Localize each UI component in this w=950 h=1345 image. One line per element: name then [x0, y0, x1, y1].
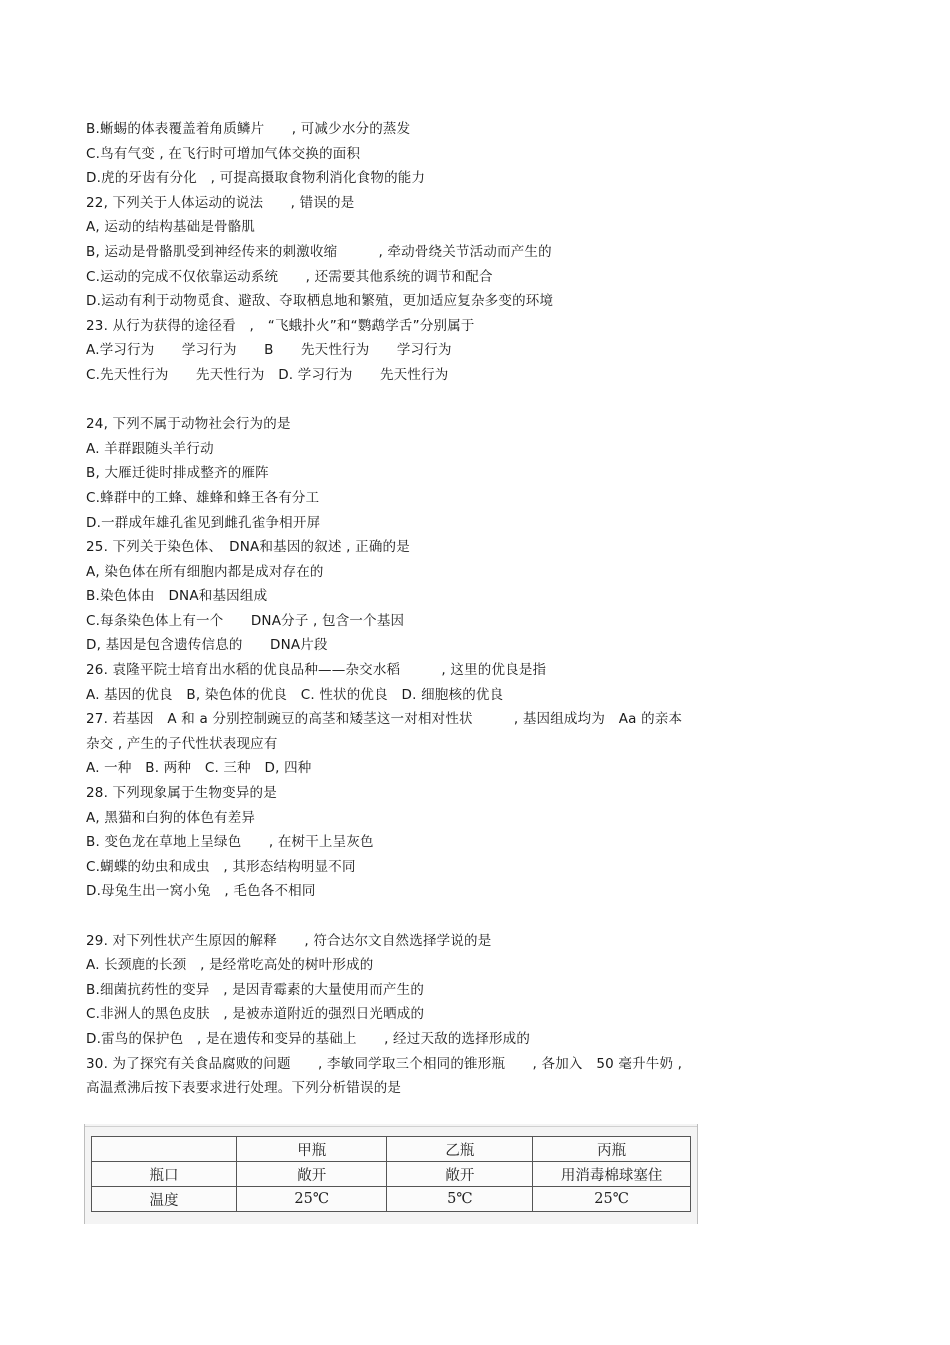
option-line: A.学习行为 学习行为 B 先天性行为 学习行为	[86, 342, 452, 359]
question-27: 27. 若基因 A 和 a 分别控制豌豆的高茎和矮茎这一对相对性状 , 基因组成均为 Aa 的亲本	[86, 711, 683, 728]
option-line: B, 大雁迁徙时排成整齐的雁阵	[86, 465, 269, 482]
spacer	[86, 388, 726, 413]
text-line: B.蜥蜴的体表覆盖着角质鳞片 , 可减少水分的蒸发	[86, 121, 411, 137]
table-row-label: 瓶口	[92, 1162, 237, 1187]
option-line: A, 黑猫和白狗的体色有差异	[86, 809, 256, 826]
table-header-row	[92, 1137, 691, 1162]
option-line: C.蜂群中的工蜂、雄蜂和蜂王各有分工	[86, 489, 320, 506]
text-line: 杂交 , 产生的子代性状表现应有	[86, 735, 278, 752]
option-line: D, 基因是包含遗传信息的 DNA片段	[86, 637, 328, 654]
table-row-label: 温度	[92, 1187, 237, 1212]
option-line: A. 长颈鹿的长颈 , 是经常吃高处的树叶形成的	[86, 957, 374, 974]
table-cell	[92, 1137, 237, 1162]
option-line: C.蝴蝶的幼虫和成虫 , 其形态结构明显不同	[86, 858, 356, 875]
table-header-cell: 乙瓶	[387, 1137, 533, 1162]
question-23: 23. 从行为获得的途径看 , “飞蛾扑火”和“鹦鹉学舌”分别属于	[86, 317, 475, 334]
text-line: D.虎的牙齿有分化 , 可提高摄取食物利消化食物的能力	[86, 170, 426, 187]
option-line: B. 变色龙在草地上呈绿色 , 在树干上呈灰色	[86, 834, 374, 851]
table-row	[92, 1187, 691, 1212]
question-29: 29. 对下列性状产生原因的解释 , 符合达尔文自然选择学说的是	[86, 932, 492, 949]
option-line: B.染色体由 DNA和基因组成	[86, 588, 268, 605]
question-24: 24, 下列不属于动物社会行为的是	[86, 416, 291, 433]
question-25: 25. 下列关于染色体、 DNA和基因的叙述 , 正确的是	[86, 539, 410, 556]
question-30: 30. 为了探究有关食品腐败的问题 , 李敏同学取三个相同的锥形瓶 , 各加入 50 毫升牛奶 ,	[86, 1055, 683, 1072]
option-line: A, 染色体在所有细胞内都是成对存在的	[86, 563, 324, 580]
question-text	[86, 117, 726, 1101]
option-line: B.细菌抗药性的变异 , 是因青霉素的大量使用而产生的	[86, 981, 425, 998]
option-line: C.每条染色体上有一个 DNA分子 , 包含一个基因	[86, 612, 405, 629]
question-22: 22, 下列关于人体运动的说法 , 错误的是	[86, 194, 355, 211]
experiment-table	[91, 1136, 691, 1212]
text-line: C.鸟有气变 , 在飞行时可增加气体交换的面积	[86, 145, 361, 162]
option-line: C.先天性行为 先天性行为 D. 学习行为 先天性行为	[86, 366, 449, 383]
table-cell: 用消毒棉球塞住	[533, 1162, 691, 1187]
spacer	[86, 904, 726, 929]
text-line: 高温煮沸后按下表要求进行处理。下列分析错误的是	[86, 1080, 402, 1097]
option-line: D.运动有利于动物觅食、避敌、夺取栖息地和繁殖，更加适应复杂多变的环境	[86, 293, 554, 310]
table-cell: 25℃	[533, 1187, 691, 1212]
option-line: C.运动的完成不仅依靠运动系统 , 还需要其他系统的调节和配合	[86, 268, 493, 285]
option-line: D.雷鸟的保护色 , 是在遗传和变异的基础上 , 经过天敌的选择形成的	[86, 1030, 531, 1047]
table-row	[92, 1162, 691, 1187]
option-line: C.非洲人的黑色皮肤 , 是被赤道附近的强烈日光晒成的	[86, 1006, 425, 1023]
option-line: A. 基因的优良 B, 染色体的优良 C. 性状的优良 D. 细胞核的优良	[86, 686, 504, 703]
option-line: D.母兔生出一窝小兔 , 毛色各不相同	[86, 883, 316, 900]
table-cell: 敞开	[237, 1162, 387, 1187]
question-28: 28. 下列现象属于生物变异的是	[86, 785, 277, 802]
option-line: A. 一种 B. 两种 C. 三种 D, 四种	[86, 760, 312, 777]
scanned-table-image	[84, 1124, 698, 1224]
table-cell: 敞开	[387, 1162, 533, 1187]
option-line: A, 运动的结构基础是骨骼肌	[86, 219, 256, 236]
option-line: D.一群成年雄孔雀见到雌孔雀争相开屏	[86, 514, 321, 531]
table-cell: 5℃	[387, 1187, 533, 1212]
option-line: B, 运动是骨骼肌受到神经传来的刺激收缩 , 牵动骨绕关节活动而产生的	[86, 243, 552, 260]
option-line: A. 羊群跟随头羊行动	[86, 440, 214, 457]
table-cell: 25℃	[237, 1187, 387, 1212]
question-26: 26. 袁隆平院士培育出水稻的优良品种——杂交水稻 , 这里的优良是指	[86, 662, 547, 679]
table-header-cell: 甲瓶	[237, 1137, 387, 1162]
table-header-cell: 丙瓶	[533, 1137, 691, 1162]
divider	[85, 1126, 697, 1127]
